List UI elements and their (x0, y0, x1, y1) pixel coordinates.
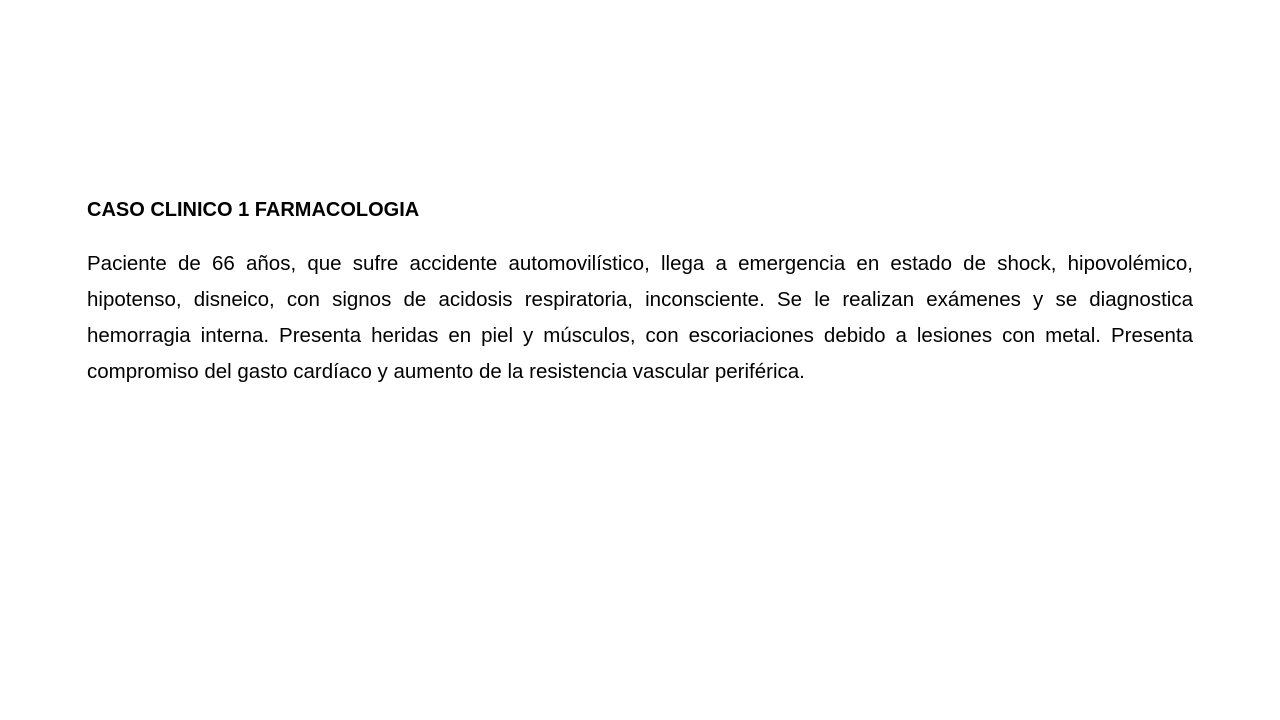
document-title: CASO CLINICO 1 FARMACOLOGIA (87, 199, 420, 221)
document-body (87, 196, 1193, 390)
case-description-paragraph: Paciente de 66 años, que sufre accidente automovilístico, llega a emergencia en estado de shock, hipovolémico, hipotenso, disneico, con signos de acidosis respiratoria, inconsciente. Se le realizan exámenes y se diagnostica hemorragia interna. Presenta heridas en piel y músculos, con escoriaciones debido a lesiones con metal. Presenta compromiso del gasto cardíaco y aumento de la resistencia vascular periférica. (87, 252, 1193, 383)
